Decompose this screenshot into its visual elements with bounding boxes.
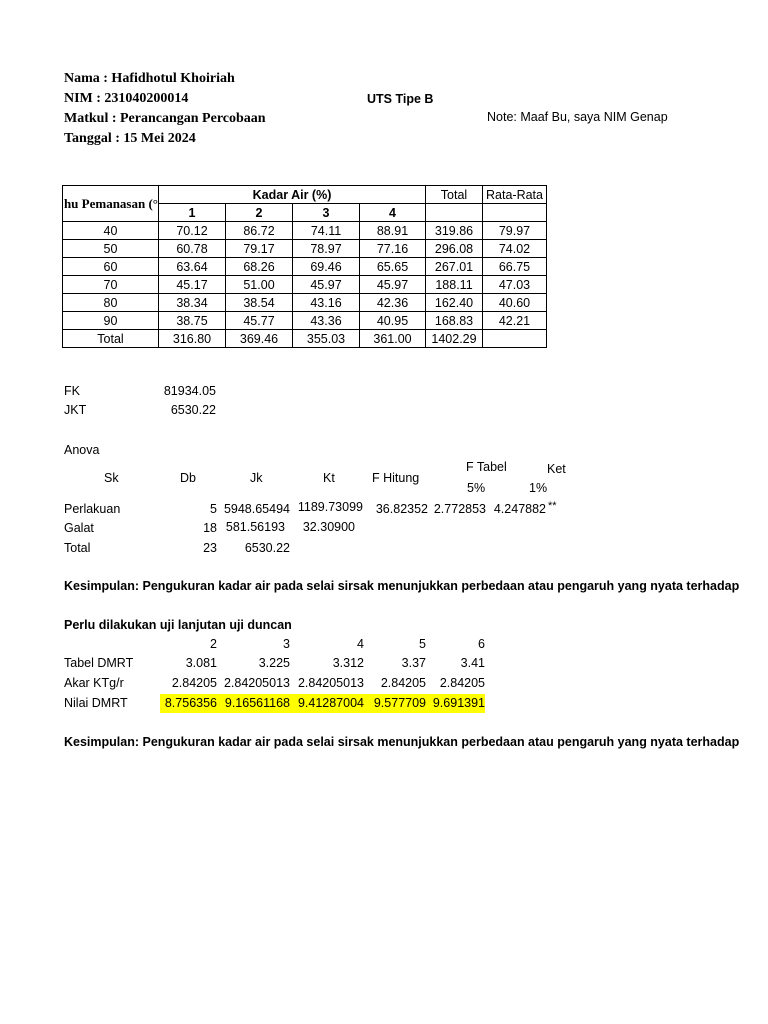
subheader-2: 2 [226, 204, 293, 222]
cell-avg: 79.97 [483, 222, 547, 240]
anova-jk-perlakuan: 5948.65494 [223, 502, 290, 516]
duncan-col-2: 2 [210, 637, 217, 651]
cell-value: 74.11 [293, 222, 360, 240]
duncan-nilai-label: Nilai DMRT [64, 696, 128, 710]
anova-f1-perlakuan: 4.247882 [493, 502, 546, 516]
exam-date: Tanggal : 15 Mei 2024 [64, 131, 196, 146]
anova-db-total: 23 [203, 541, 217, 555]
duncan-col-3: 3 [283, 637, 290, 651]
anova-header-sk: Sk [104, 471, 119, 485]
cell-value: 43.16 [293, 294, 360, 312]
cell-value: 63.64 [159, 258, 226, 276]
header-kadar-air: Kadar Air (%) [159, 186, 426, 204]
cell-avg: 47.03 [483, 276, 547, 294]
anova-fhitung-perlakuan: 36.82352 [375, 502, 428, 516]
cell-value: 69.46 [293, 258, 360, 276]
duncan-nilai-value: 9.691391 [432, 696, 485, 710]
cell-total: 168.83 [426, 312, 483, 330]
cell-value: 79.17 [226, 240, 293, 258]
table-row [63, 312, 547, 330]
cell-suhu: 80 [63, 294, 159, 312]
cell-value: 86.72 [226, 222, 293, 240]
cell-value: 78.97 [293, 240, 360, 258]
cell-value: 361.00 [360, 330, 426, 348]
course-name: Matkul : Perancangan Percobaan [64, 111, 266, 126]
cell-value: 45.97 [293, 276, 360, 294]
anova-kt-galat: 32.30900 [302, 520, 355, 534]
exam-type: UTS Tipe B [367, 92, 434, 106]
cell-suhu: 90 [63, 312, 159, 330]
cell-value: 88.91 [360, 222, 426, 240]
cell-value: 38.34 [159, 294, 226, 312]
subheader-3: 3 [293, 204, 360, 222]
cell-grand-total: 1402.29 [426, 330, 483, 348]
anova-sk-perlakuan: Perlakuan [64, 502, 121, 516]
cell-value: 68.26 [226, 258, 293, 276]
cell-value: 38.75 [159, 312, 226, 330]
header-total: Total [426, 186, 483, 204]
cell-value: 51.00 [226, 276, 293, 294]
duncan-title: Perlu dilakukan uji lanjutan uji duncan [64, 618, 292, 632]
cell-value: 40.95 [360, 312, 426, 330]
cell-avg [483, 330, 547, 348]
cell-value: 45.77 [226, 312, 293, 330]
anova-header-jk: Jk [250, 471, 263, 485]
jkt-label: JKT [64, 403, 87, 417]
cell-value: 42.36 [360, 294, 426, 312]
student-name: Nama : Hafidhotul Khoiriah [64, 71, 235, 86]
anova-header-1pct: 1% [529, 481, 548, 495]
cell-total: 267.01 [426, 258, 483, 276]
duncan-tabel-value: 3.312 [332, 656, 364, 670]
anova-title: Anova [64, 443, 100, 457]
jkt-value: 6530.22 [170, 403, 216, 417]
anova-header-ket: Ket [547, 462, 566, 476]
cell-value: 77.16 [360, 240, 426, 258]
anova-jk-galat: 581.56193 [225, 520, 285, 534]
cell-value: 45.17 [159, 276, 226, 294]
anova-f5-perlakuan: 2.772853 [433, 502, 486, 516]
cell-total: 162.40 [426, 294, 483, 312]
duncan-tabel-value: 3.41 [460, 656, 485, 670]
anova-header-db: Db [180, 471, 196, 485]
anova-kt-perlakuan: 1189.73099 [297, 500, 363, 514]
duncan-akar-value: 2.84205 [380, 676, 426, 690]
cell-value: 60.78 [159, 240, 226, 258]
cell-total: 188.11 [426, 276, 483, 294]
duncan-nilai-value: 8.756356 [164, 696, 217, 710]
note-text: Note: Maaf Bu, saya NIM Genap [487, 110, 668, 124]
anova-header-ftabel: F Tabel [466, 460, 507, 474]
moisture-table [62, 185, 547, 348]
cell-value: 355.03 [293, 330, 360, 348]
cell-value: 43.36 [293, 312, 360, 330]
table-row [63, 258, 547, 276]
anova-sk-galat: Galat [64, 521, 94, 535]
fk-label: FK [64, 384, 80, 398]
table-row [63, 294, 547, 312]
duncan-akar-value: 2.84205013 [223, 676, 290, 690]
cell-suhu: 60 [63, 258, 159, 276]
anova-header-fhitung: F Hitung [372, 471, 420, 485]
anova-header-kt: Kt [323, 471, 335, 485]
anova-ket-perlakuan: ** [548, 500, 557, 512]
duncan-tabel-label: Tabel DMRT [64, 656, 134, 670]
cell-suhu: 70 [63, 276, 159, 294]
cell-avg: 42.21 [483, 312, 547, 330]
cell-value: 45.97 [360, 276, 426, 294]
anova-db-perlakuan: 5 [210, 502, 217, 516]
header-rata-rata: Rata-Rata [483, 186, 547, 204]
fk-value: 81934.05 [163, 384, 216, 398]
duncan-akar-value: 2.84205 [439, 676, 485, 690]
subheader-total-empty [426, 204, 483, 222]
cell-avg: 40.60 [483, 294, 547, 312]
conclusion-1: Kesimpulan: Pengukuran kadar air pada selai sirsak menunjukkan perbedaan atau pengaruh yang nyata terhadap [64, 579, 740, 593]
duncan-tabel-value: 3.225 [258, 656, 290, 670]
cell-value: 369.46 [226, 330, 293, 348]
table-row [63, 222, 547, 240]
duncan-col-6: 6 [478, 637, 485, 651]
subheader-avg-empty [483, 204, 547, 222]
cell-avg: 66.75 [483, 258, 547, 276]
cell-value: 70.12 [159, 222, 226, 240]
duncan-akar-value: 2.84205 [171, 676, 217, 690]
subheader-1: 1 [159, 204, 226, 222]
cell-suhu: 50 [63, 240, 159, 258]
table-row [63, 240, 547, 258]
duncan-nilai-value: 9.41287004 [297, 696, 364, 710]
anova-header-5pct: 5% [467, 481, 486, 495]
duncan-tabel-value: 3.37 [401, 656, 426, 670]
table-total-row [63, 330, 547, 348]
header-suhu: hu Pemanasan (° [63, 186, 159, 222]
cell-value: 316.80 [159, 330, 226, 348]
student-nim: NIM : 231040200014 [64, 91, 189, 106]
duncan-tabel-value: 3.081 [185, 656, 217, 670]
cell-suhu: 40 [63, 222, 159, 240]
cell-total: 296.08 [426, 240, 483, 258]
duncan-akar-value: 2.84205013 [297, 676, 364, 690]
cell-value: 38.54 [226, 294, 293, 312]
duncan-col-5: 5 [419, 637, 426, 651]
cell-total: 319.86 [426, 222, 483, 240]
anova-sk-total: Total [64, 541, 91, 555]
duncan-nilai-value: 9.16561168 [224, 696, 290, 710]
duncan-akar-label: Akar KTg/r [64, 676, 124, 690]
cell-avg: 74.02 [483, 240, 547, 258]
conclusion-2: Kesimpulan: Pengukuran kadar air pada selai sirsak menunjukkan perbedaan atau pengaruh yang nyata terhadap [64, 735, 740, 749]
table-row [63, 276, 547, 294]
cell-total-label: Total [63, 330, 159, 348]
subheader-4: 4 [360, 204, 426, 222]
cell-value: 65.65 [360, 258, 426, 276]
duncan-col-4: 4 [357, 637, 364, 651]
anova-jk-total: 6530.22 [244, 541, 290, 555]
anova-db-galat: 18 [203, 521, 217, 535]
duncan-nilai-value: 9.577709 [373, 696, 426, 710]
